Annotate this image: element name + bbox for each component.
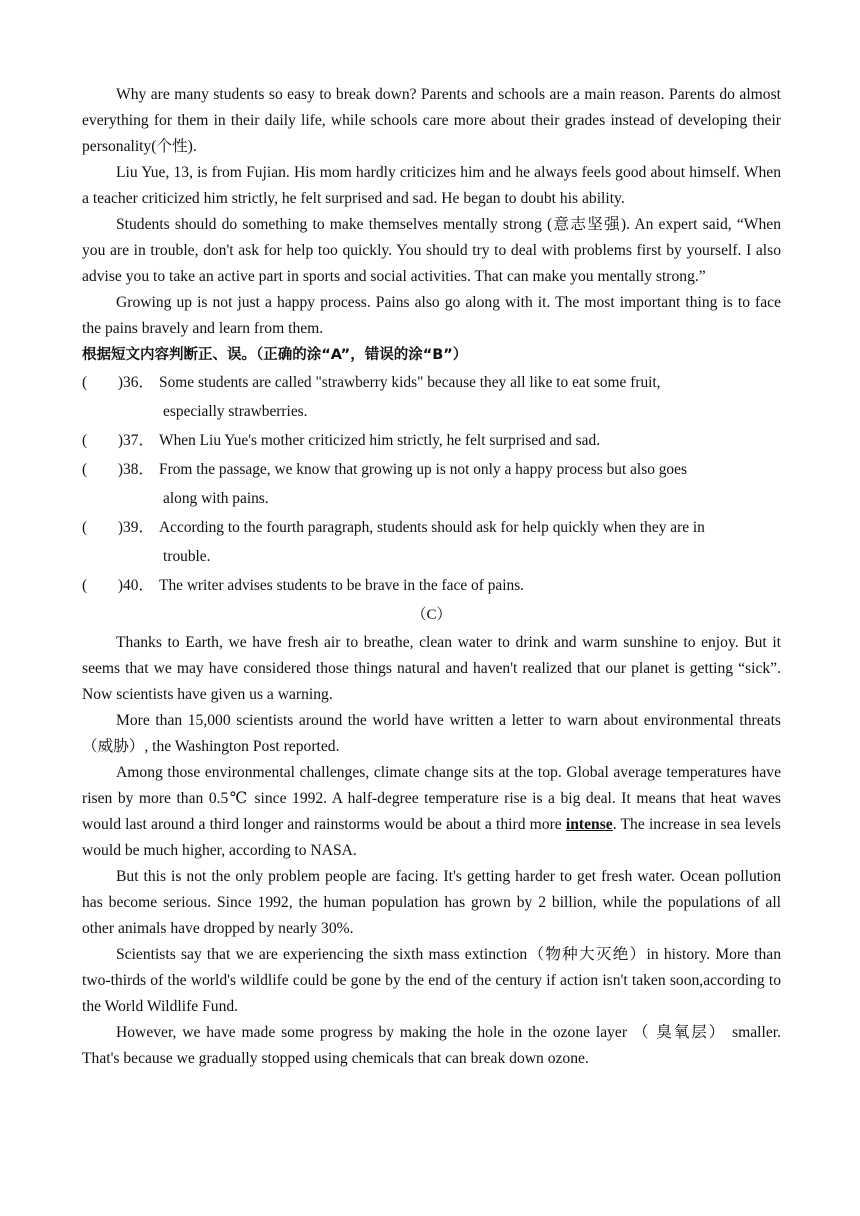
paragraph-b3: Students should do something to make themselves mentally strong (意志坚强). An expert said, “When you are in trouble, don't ask for help too quickly. You should try to deal with problems first by yourself. I also advise you to take an active part in sports and social activities. That can make you mentally strong.” [82, 216, 781, 285]
question-number: 37． [123, 432, 154, 449]
question-36 [82, 368, 781, 426]
question-line: From the passage, we know that growing up is not only a happy process but also goes [159, 461, 687, 478]
question-38 [82, 455, 781, 513]
document-page [82, 82, 781, 1072]
paragraph-c1: Thanks to Earth, we have fresh air to breathe, clean water to drink and warm sunshine to enjoy. But it seems that we may have considered those things natural and haven't realized that our planet is getting “sick”. Now scientists have given us a warning. [82, 634, 781, 703]
question-number: 38． [123, 461, 154, 478]
question-number: 40． [123, 577, 154, 594]
answer-blank[interactable]: ( ) [82, 519, 124, 536]
vocab-word-intense: intense [565, 816, 613, 833]
question-line: The writer advises students to be brave in the face of pains. [159, 577, 525, 594]
section-label: （C） [411, 607, 452, 623]
answer-blank[interactable]: ( ) [82, 432, 124, 449]
question-text [159, 455, 781, 513]
question-37 [82, 426, 781, 455]
paragraph-c4: But this is not the only problem people are facing. It's getting harder to get fresh water. Ocean pollution has become serious. Since 1992, the human population has grown by 2 billion, while the populations of all other animals have dropped by nearly 30%. [82, 868, 781, 937]
question-text [159, 368, 781, 426]
question-40 [82, 571, 781, 600]
paragraph-b2: Liu Yue, 13, is from Fujian. His mom hardly criticizes him and he always feels good about himself. When a teacher criticized him strictly, he felt surprised and sad. He began to doubt his ability. [82, 164, 781, 207]
paragraph-c3 [82, 760, 781, 864]
paragraph-c2: More than 15,000 scientists around the world have written a letter to warn about environmental threats（威胁）, the Washington Post reported. [82, 712, 781, 755]
question-continuation: along with pains. [163, 490, 269, 507]
paragraph-b4: Growing up is not just a happy process. Pains also go along with it. The most important thing is to face the pains bravely and learn from them. [82, 294, 781, 337]
answer-blank[interactable]: ( ) [82, 461, 124, 478]
paragraph-c3-text: Among those environmental challenges, climate change sits at the top. Global average temperatures have risen by more than 0.5℃ since 1992. A half-degree temperature rise is a big deal. It means that heat waves would last around a third longer and rainstorms would be about a third more [82, 764, 781, 833]
question-line: Some students are called "strawberry kids" because they all like to eat some fruit, [159, 374, 661, 391]
question-number: 36． [123, 374, 154, 391]
question-text [159, 571, 781, 600]
answer-blank[interactable]: ( ) [82, 374, 124, 391]
question-instruction: 根据短文内容判断正、误。（正确的涂“A”，错误的涂“B”） [82, 347, 468, 363]
question-39 [82, 513, 781, 571]
question-continuation: especially strawberries. [163, 403, 308, 420]
question-text [159, 426, 781, 455]
question-number: 39． [123, 519, 154, 536]
paragraph-c3-text-end: . The increase in sea levels would be much higher, according to NASA. [82, 816, 781, 859]
question-line: When Liu Yue's mother criticized him strictly, he felt surprised and sad. [159, 432, 601, 449]
question-text [159, 513, 781, 571]
question-continuation: trouble. [163, 548, 211, 565]
question-line: According to the fourth paragraph, students should ask for help quickly when they are in [159, 519, 705, 536]
paragraph-c6: However, we have made some progress by making the hole in the ozone layer （ 臭氧层） smaller. That's because we gradually stopped using chemicals that can break down ozone. [82, 1024, 781, 1067]
answer-blank[interactable]: ( ) [82, 577, 124, 594]
paragraph-b1: Why are many students so easy to break down? Parents and schools are a main reason. Parents do almost everything for them in their daily life, while schools care more about their grades instead of developing their personality(个性). [82, 86, 781, 155]
paragraph-c5: Scientists say that we are experiencing the sixth mass extinction（物种大灭绝）in history. More than two-thirds of the world's wildlife could be gone by the end of the century if action isn't taken soon,according to the World Wildlife Fund. [82, 946, 781, 1015]
